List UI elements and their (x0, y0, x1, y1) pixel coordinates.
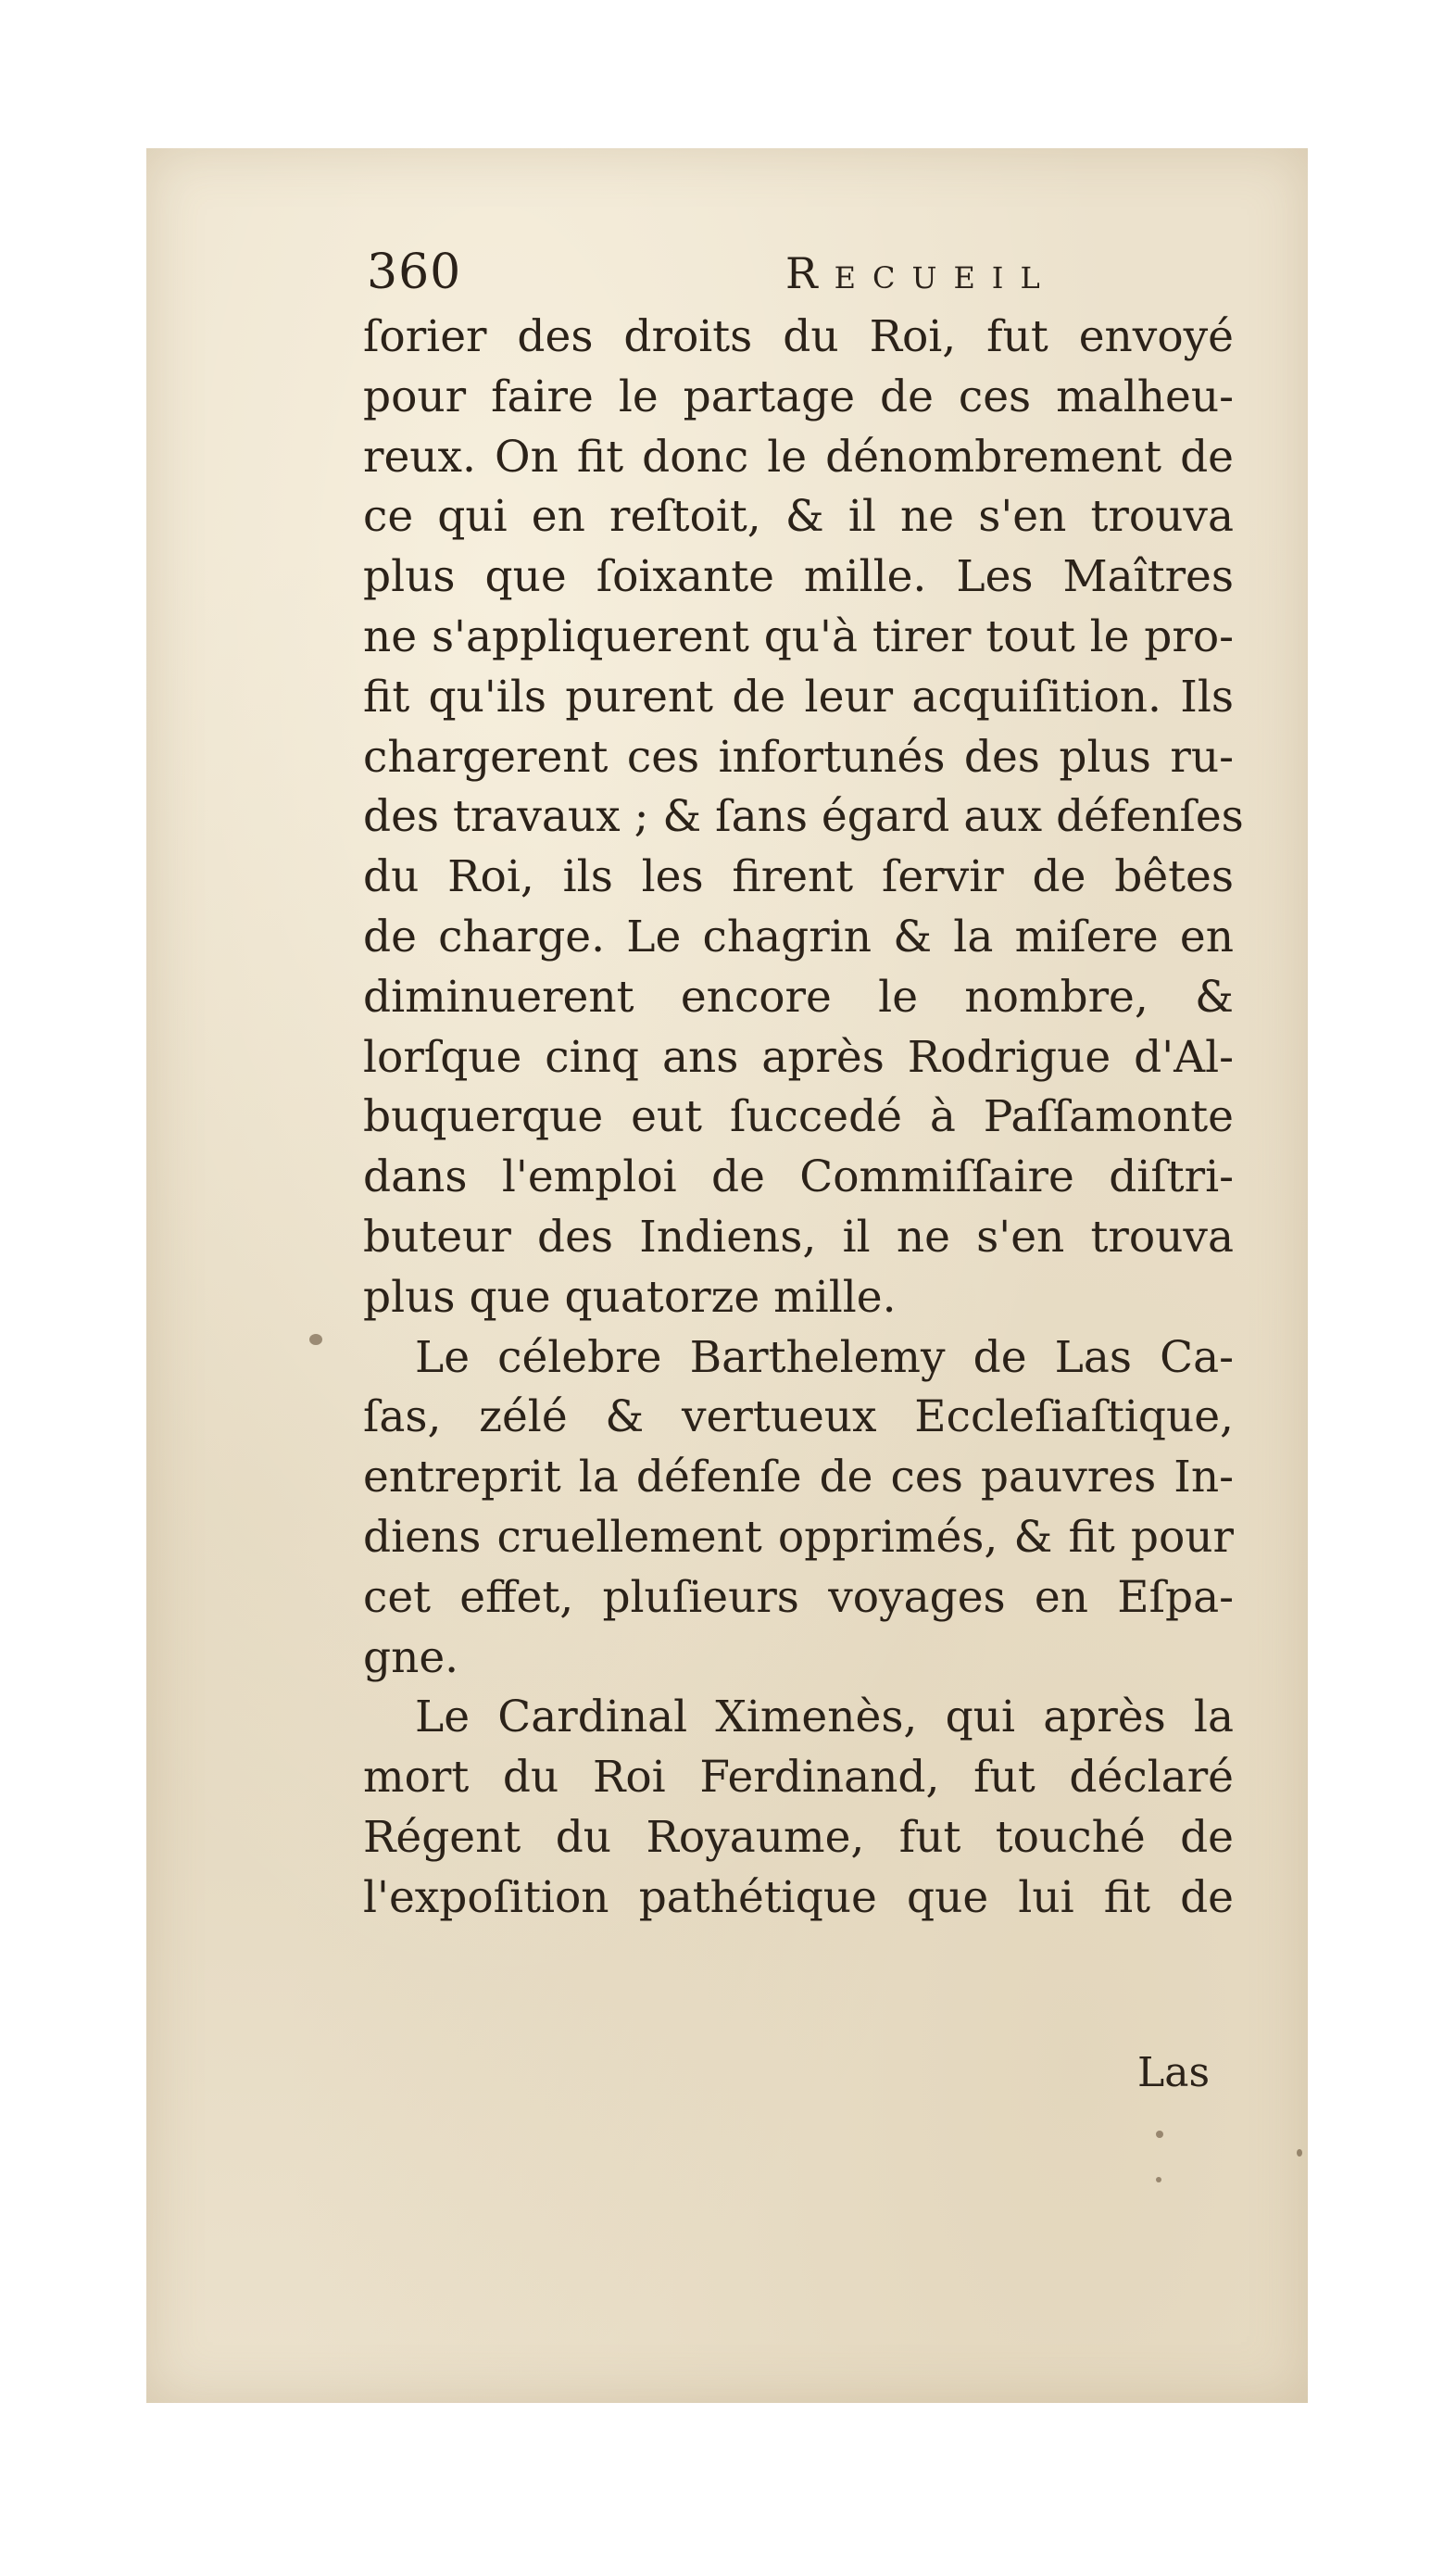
text-line: l'expoſition pathétique que lui fit de (363, 1871, 1234, 1923)
text-line: ne s'appliquerent qu'à tirer tout le pro- (363, 610, 1234, 662)
text-line: des travaux ; & ſans égard aux défenſes (363, 791, 1244, 843)
text-line: cet effet, pluſieurs voyages en Eſpa- (363, 1571, 1234, 1623)
text-line: Régent du Royaume, fut touché de (363, 1811, 1234, 1863)
text-line: entreprit la défenſe de ces pauvres In- (363, 1452, 1234, 1503)
text-line: ce qui en reſtoit, & il ne s'en trouva (363, 491, 1234, 543)
text-line: mort du Roi Ferdinand, fut déclaré (363, 1752, 1234, 1804)
text-line: diminuerent encore le nombre, & (363, 971, 1234, 1023)
foxing-spot (1156, 2177, 1161, 2182)
text-line: buquerque eut ſuccedé à Paſſamonte (363, 1091, 1234, 1143)
text-line: plus que quatorze mille. (363, 1271, 897, 1323)
foxing-spot (309, 1334, 322, 1345)
text-line: pour faire le partage de ces malheu- (363, 371, 1234, 422)
foxing-spot (1297, 2149, 1302, 2157)
text-line: buteur des Indiens, il ne s'en trouva (363, 1211, 1234, 1263)
text-line: ſas, zélé & vertueux Eccleſiaſtique, (363, 1391, 1234, 1443)
body-text (363, 308, 1244, 1929)
text-line: du Roi, ils les firent ſervir de bêtes (363, 851, 1234, 903)
running-title: Recueil (785, 248, 1057, 298)
text-line: lorſque cinq ans après Rodrigue d'Al- (363, 1031, 1234, 1083)
text-line: Le célebre Barthelemy de Las Ca- (415, 1331, 1234, 1383)
text-line: gne. (363, 1631, 459, 1683)
foxing-spot (1156, 2131, 1163, 2138)
book-page (146, 148, 1308, 2403)
page-number: 360 (367, 245, 462, 300)
text-line: dans l'emploi de Commiſſaire diſtri- (363, 1151, 1234, 1203)
text-line: de charge. Le chagrin & la miſere en (363, 911, 1234, 962)
text-line: diens cruellement opprimés, & fit pour (363, 1511, 1234, 1563)
text-line: reux. On fit donc le dénombrement de (363, 431, 1234, 483)
running-head (146, 148, 1308, 300)
text-line: fit qu'ils purent de leur acquiſition. Ils (363, 671, 1234, 723)
text-line: chargerent ces infortunés des plus ru- (363, 731, 1234, 783)
catchword: Las (1137, 2049, 1211, 2096)
text-line: plus que ſoixante mille. Les Maîtres (363, 551, 1234, 603)
text-line: ſorier des droits du Roi, fut envoyé (363, 311, 1234, 362)
text-line: Le Cardinal Ximenès, qui après la (415, 1692, 1234, 1743)
